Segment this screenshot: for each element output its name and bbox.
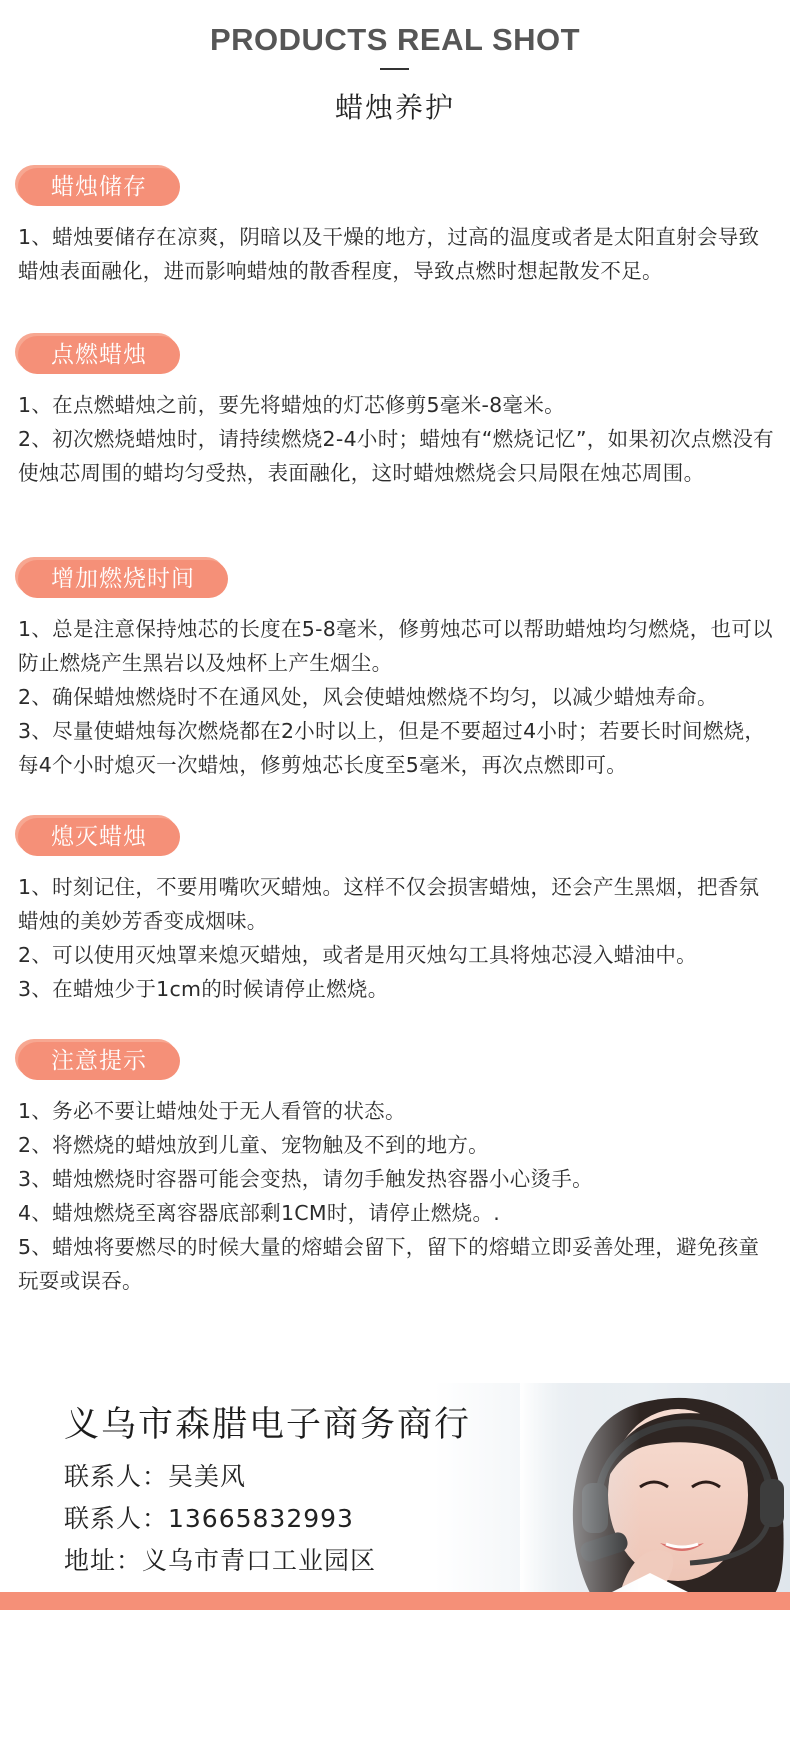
- header-divider: [380, 68, 409, 70]
- contact-address: 地址：义乌市青口工业园区: [64, 1546, 377, 1575]
- contact-phone: 联系人：13665832993: [64, 1504, 354, 1533]
- section-paragraph: 1、在点燃蜡烛之前，要先将蜡烛的灯芯修剪5毫米-8毫米。: [18, 393, 565, 417]
- section-paragraph: 3、尽量使蜡烛每次燃烧都在2小时以上，但是不要超过4小时；若要长时间燃烧，每4个小时熄灭一次蜡烛，修剪烛芯长度至5毫米，再次点燃即可。: [18, 719, 766, 777]
- section-extinguish-candle: [18, 818, 778, 1006]
- customer-service-agent-image: [520, 1383, 790, 1593]
- section-paragraph: 1、务必不要让蜡烛处于无人看管的状态。: [18, 1099, 406, 1123]
- section-tag: 熄灭蜡烛: [18, 818, 180, 856]
- section-safety-tips: [18, 1042, 778, 1298]
- section-paragraph: 2、可以使用灭烛罩来熄灭蜡烛，或者是用灭烛勾工具将烛芯浸入蜡油中。: [18, 943, 697, 967]
- section-paragraph: 2、确保蜡烛燃烧时不在通风处，风会使蜡烛燃烧不均匀，以减少蜡烛寿命。: [18, 685, 718, 709]
- header-title-en: PRODUCTS REAL SHOT: [209, 22, 581, 57]
- section-paragraph: 2、将燃烧的蜡烛放到儿童、宠物触及不到的地方。: [18, 1133, 489, 1157]
- section-candle-storage: [18, 168, 778, 288]
- section-paragraph: 5、蜡烛将要燃尽的时候大量的熔蜡会留下，留下的熔蜡立即妥善处理，避免孩童玩耍或误吞。: [18, 1235, 760, 1293]
- section-tag: 点燃蜡烛: [18, 336, 180, 374]
- section-paragraph: 4、蜡烛燃烧至离容器底部剩1CM时，请停止燃烧。.: [18, 1201, 501, 1225]
- section-tag: 注意提示: [18, 1042, 180, 1080]
- accent-stripe: [0, 1592, 790, 1610]
- section-tag: 蜡烛储存: [18, 168, 180, 206]
- section-paragraph: 1、总是注意保持烛芯的长度在5-8毫米，修剪烛芯可以帮助蜡烛均匀燃烧，也可以防止燃烧产生黑岩以及烛杯上产生烟尘。: [18, 617, 773, 675]
- section-increase-burn-time: [18, 560, 778, 782]
- section-tag: 增加燃烧时间: [18, 560, 228, 598]
- section-paragraph: 2、初次燃烧蜡烛时，请持续燃烧2-4小时；蜡烛有“燃烧记忆”，如果初次点燃没有使烛芯周围的蜡均匀受热，表面融化，这时蜡烛燃烧会只局限在烛芯周围。: [18, 427, 774, 485]
- header-title-zh: 蜡烛养护: [334, 91, 455, 124]
- company-name: 义乌市森腊电子商务商行: [64, 1405, 472, 1445]
- section-lighting-candle: [18, 336, 778, 490]
- section-paragraph: 1、蜡烛要储存在凉爽，阴暗以及干燥的地方，过高的温度或者是太阳直射会导致蜡烛表面融化，进而影响蜡烛的散香程度，导致点燃时想起散发不足。: [18, 225, 760, 283]
- section-paragraph: 3、在蜡烛少于1cm的时候请停止燃烧。: [18, 977, 389, 1001]
- contact-banner: [0, 1383, 790, 1593]
- section-paragraph: 3、蜡烛燃烧时容器可能会变热，请勿手触发热容器小心烫手。: [18, 1167, 593, 1191]
- contact-person: 联系人：吴美风: [64, 1462, 247, 1491]
- section-paragraph: 1、时刻记住，不要用嘴吹灭蜡烛。这样不仅会损害蜡烛，还会产生黑烟，把香氛蜡烛的美妙芳香变成烟味。: [18, 875, 760, 933]
